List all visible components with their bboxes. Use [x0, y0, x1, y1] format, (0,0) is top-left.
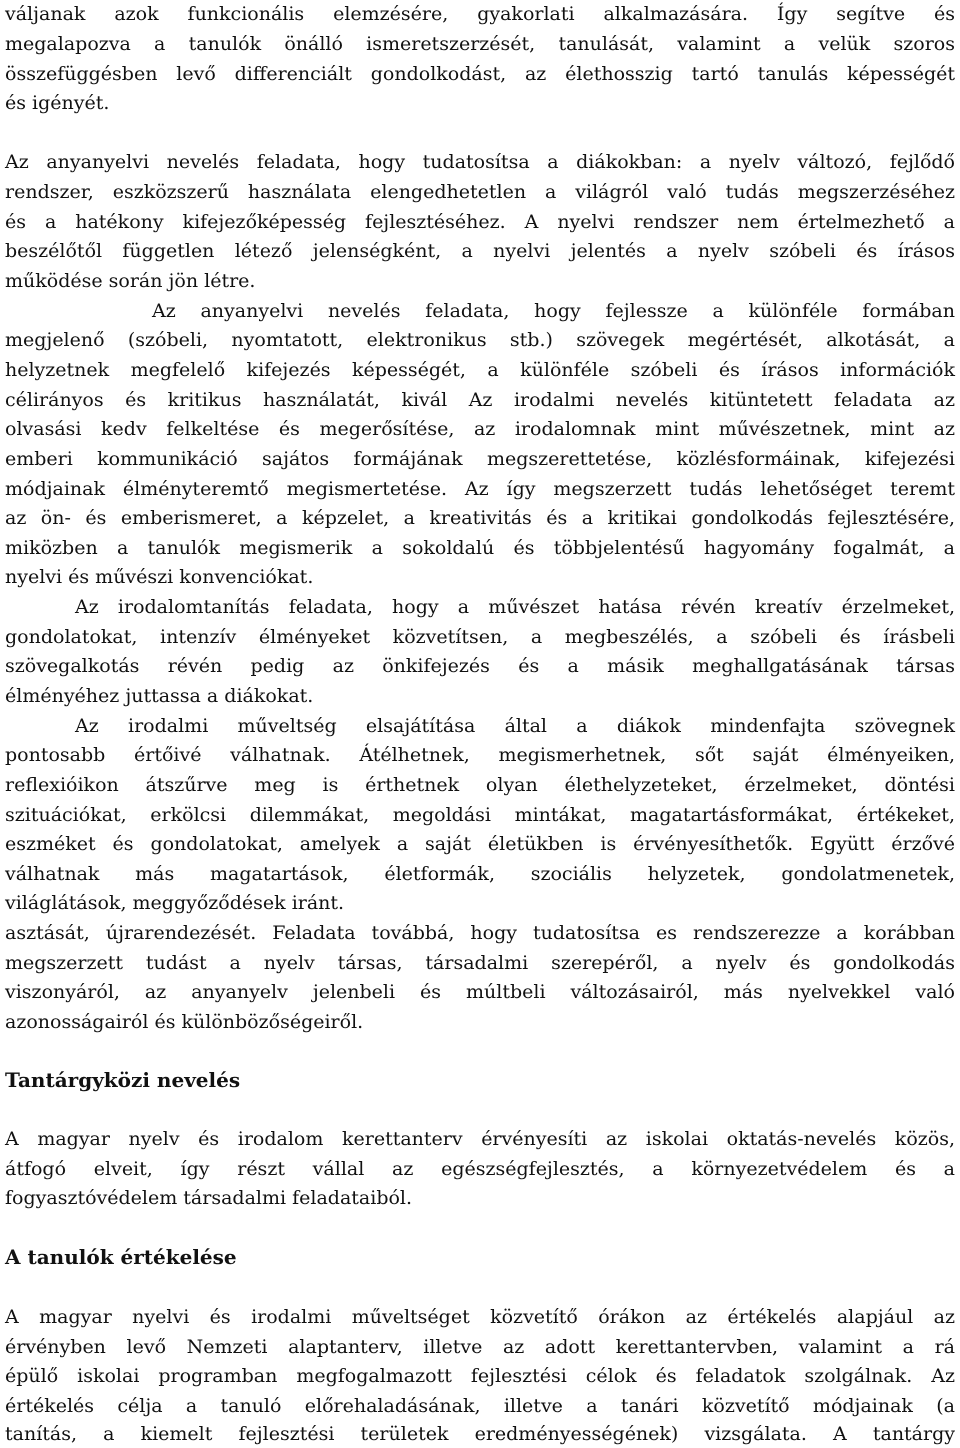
- text-line: és igényét.: [5, 92, 110, 114]
- text-line: világlátások, meggyőződések iránt.: [5, 892, 345, 914]
- text-line: érvényben levő Nemzeti alaptanterv, illetve az adott kerettantervben, valamint a rá: [5, 1336, 955, 1358]
- text-line: összefüggésben levő differenciált gondolkodást, az élethosszig tartó tanulás képességét: [5, 63, 955, 85]
- text-line: A magyar nyelv és irodalom kerettanterv érvényesíti az iskolai oktatás-nevelés közös,: [5, 1128, 955, 1150]
- text-line: Az anyanyelvi nevelés feladata, hogy tudatosítsa a diákokban: a nyelv változó, fejlődő: [5, 151, 955, 173]
- text-line: rendszer, eszközszerű használata elengedhetetlen a világról való tudás megszerzéséhez: [5, 181, 955, 203]
- text-line: Az irodalmi műveltség elsajátítása által a diákok mindenfajta szövegnek: [75, 715, 955, 737]
- text-line: eszméket és gondolatokat, amelyek a saját életükben is érvényesíthetők. Együtt érzővé: [5, 833, 955, 855]
- text-line: az ön- és emberismeret, a képzelet, a kreativitás és a kritikai gondolkodás fejlesztésére,: [5, 507, 955, 529]
- text-line: szövegalkotás révén pedig az önkifejezés és a másik meghallgatásának társas: [5, 655, 955, 677]
- text-line: működése során jön létre.: [5, 270, 256, 292]
- text-line: megjelenő (szóbeli, nyomtatott, elektronikus stb.) szövegek megértését, alkotását, a: [5, 329, 955, 351]
- text-line: váljanak azok funkcionális elemzésére, gyakorlati alkalmazására. Így segítve és: [5, 3, 955, 25]
- text-line: emberi kommunikáció sajátos formájának megszerettetése, közlésformáinak, kifejezési: [5, 448, 955, 470]
- text-line: célirányos és kritikus használatát, kivál Az irodalmi nevelés kitüntetett feladata az: [5, 389, 955, 411]
- text-line: helyzetnek megfelelő kifejezés képességét, a különféle szóbeli és írásos információk: [5, 359, 955, 381]
- text-line: azonosságairól és különbözőségeiről.: [5, 1011, 364, 1033]
- text-line: viszonyáról, az anyanyelv jelenbeli és múltbeli változásairól, más nyelvekkel való: [5, 981, 955, 1003]
- text-line: szituációkat, erkölcsi dilemmákat, megoldási mintákat, magatartásformákat, értékeket,: [5, 804, 955, 826]
- text-line: miközben a tanulók megismerik a sokoldalú és többjelentésű hagyomány fogalmát, a: [5, 537, 955, 559]
- text-line: Az anyanyelvi nevelés feladata, hogy fejlessze a különféle formában: [152, 300, 955, 322]
- text-line: és a hatékony kifejezőképesség fejlesztéséhez. A nyelvi rendszer nem értelmezhető a: [5, 211, 955, 233]
- text-line: tanítás, a kiemelt fejlesztési területek eredményességének) vizsgálata. A tantárgy: [5, 1423, 955, 1445]
- text-line: megalapozva a tanulók önálló ismeretszerzését, tanulását, valamint a velük szoros: [5, 33, 955, 55]
- text-line: olvasási kedv felkeltése és megerősítése, az irodalomnak mint művészetnek, mint az: [5, 418, 955, 440]
- text-line: épülő iskolai programban megfogalmazott fejlesztési célok és feladatok szolgálnak. Az: [5, 1365, 955, 1387]
- text-line: válhatnak más magatartások, életformák, szociális helyzetek, gondolatmenetek,: [5, 863, 955, 885]
- text-line: Az irodalomtanítás feladata, hogy a művészet hatása révén kreatív érzelmeket,: [75, 596, 955, 618]
- text-line: gondolatokat, intenzív élményeket közvetítsen, a megbeszélés, a szóbeli és írásbeli: [5, 626, 955, 648]
- text-line: módjainak élményteremtő megismertetése. Az így megszerzett tudás lehetőséget teremt: [5, 478, 955, 500]
- text-line: nyelvi és művészi konvenciókat.: [5, 566, 314, 588]
- text-line: asztását, újrarendezését. Feladata továbbá, hogy tudatosítsa es rendszerezze a korábban: [5, 922, 955, 944]
- text-line: pontosabb értőivé válhatnak. Átélhetnek, megismerhetnek, sőt saját élményeiken,: [5, 744, 955, 766]
- text-line: élményéhez juttassa a diákokat.: [5, 685, 314, 707]
- section-heading: Tantárgyközi nevelés: [5, 1068, 241, 1092]
- text-line: fogyasztóvédelem társadalmi feladataiból.: [5, 1187, 413, 1209]
- text-line: átfogó elveit, így részt vállal az egészségfejlesztés, a környezetvédelem és a: [5, 1158, 955, 1180]
- text-line: reflexióikon átszűrve meg is érthetnek olyan élethelyzeteket, érzelmeket, döntési: [5, 774, 955, 796]
- text-line: beszélőtől független létező jelenségként, a nyelvi jelentés a nyelv szóbeli és írásos: [5, 240, 955, 262]
- text-line: értékelés célja a tanuló előrehaladásának, illetve a tanári közvetítő módjainak (a: [5, 1395, 955, 1417]
- section-heading: A tanulók értékelése: [5, 1245, 237, 1269]
- text-line: megszerzett tudást a nyelv társas, társadalmi szerepéről, a nyelv és gondolkodás: [5, 952, 955, 974]
- text-line: A magyar nyelvi és irodalmi műveltséget közvetítő órákon az értékelés alapjául az: [5, 1306, 955, 1328]
